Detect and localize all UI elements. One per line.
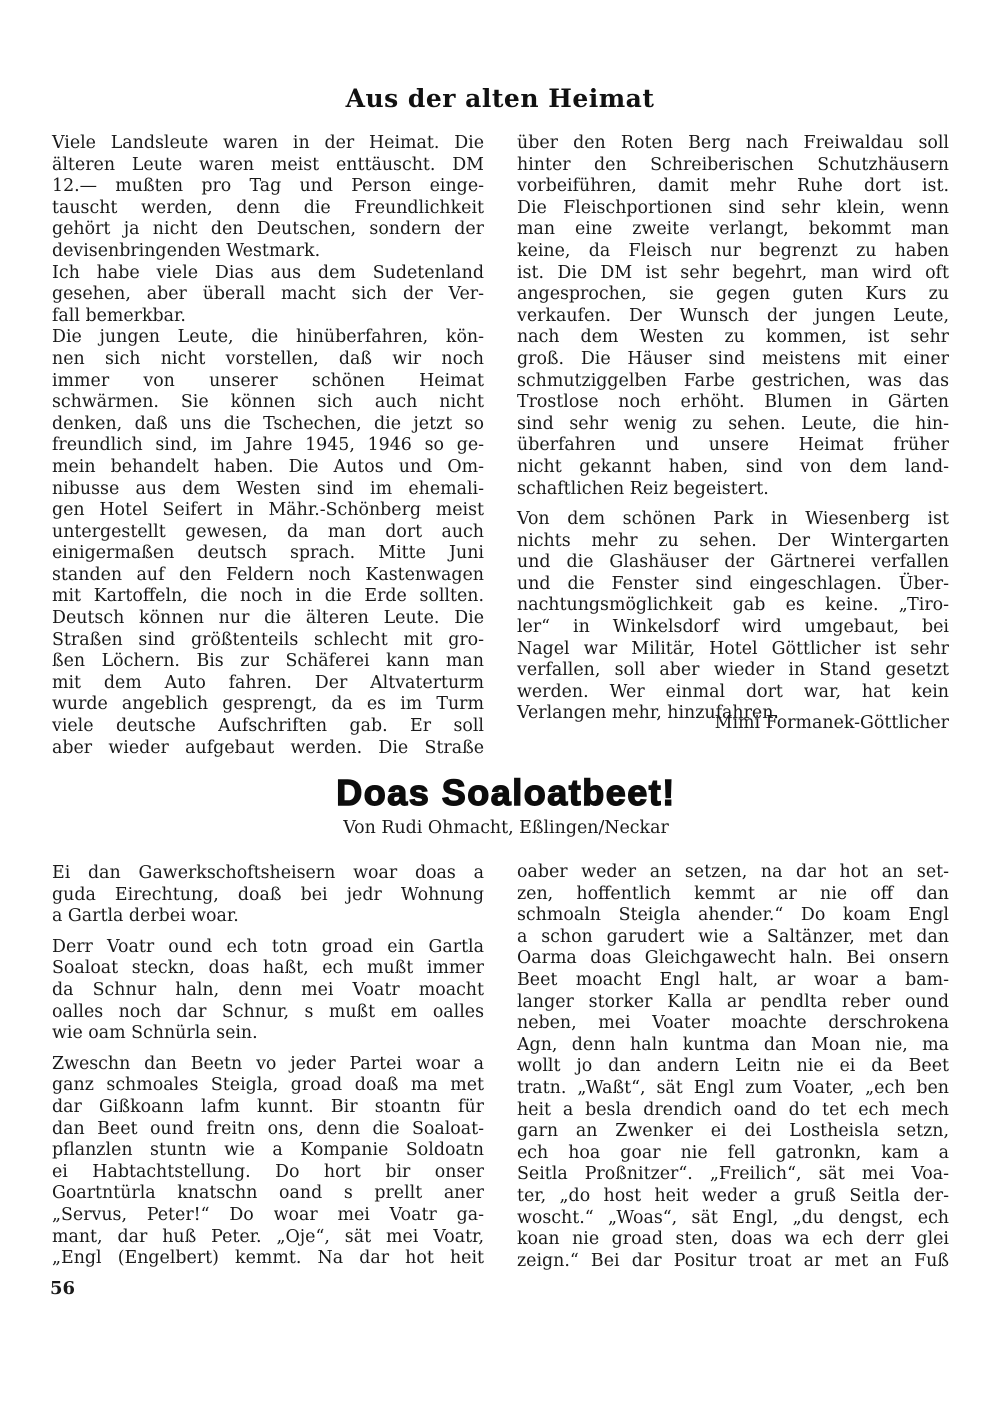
text-line: über den Roten Berg nach Freiwaldau soll [517, 133, 949, 153]
text-line: und die Fenster sind eingeschlagen. Über- [517, 573, 949, 594]
text-line: „Servus, Peter!“ Do woar mei Voatr ga- [52, 1204, 484, 1225]
text-line: freundlich sind, im Jahre 1945, 1946 so ge- [52, 435, 484, 456]
text-line: Straßen sind größtenteils schlecht mit gro- [52, 629, 484, 650]
article2-right-column [517, 862, 949, 1272]
text-line: Soaloat steckn, doas haßt, ech mußt immer [52, 958, 484, 979]
text-line: dar Gißkoann lafm kunnt. Bir stoantn für [52, 1096, 484, 1117]
text-line: mit Kartoffeln, die noch in die Erde sollten. [52, 586, 484, 607]
text-line: Verlangen mehr, hinzufahren. [517, 703, 779, 724]
text-line: Goartntürla knatschn oand s prellt aner [52, 1183, 484, 1204]
article1-signature: Mimi Formanek-Göttlicher [714, 713, 949, 733]
paragraph [52, 1054, 484, 1270]
text-line: Agn, denn haln kuntma dan Moan nie, ma [517, 1034, 949, 1055]
text-line: einigermaßen deutsch sprach. Mitte Juni [52, 543, 484, 564]
paragraph [52, 327, 484, 759]
paragraph [517, 509, 949, 725]
text-line: pflanzlen stuntn wie a Kompanie Soldoatn [52, 1140, 484, 1161]
text-line: denken, daß uns die Tschechen, die jetzt so [52, 413, 484, 434]
article1-left-column [52, 133, 484, 759]
text-line: vorbeiführen, damit mehr Ruhe dort ist. [517, 176, 949, 197]
paragraph-gap [52, 928, 484, 937]
text-line: Derr Voatr ound ech totn groad ein Gartla [52, 936, 484, 957]
text-line: werden. Wer einmal dort war, hat kein [517, 681, 949, 702]
article-title-doas-soaloatbeet: Doas Soaloatbeet! [336, 772, 676, 813]
text-line: tratn. „Waßt“, sät Engl zum Voater, „ech ben [517, 1077, 949, 1098]
text-line: standen auf den Feldern noch Kastenwagen [52, 564, 484, 585]
text-line: gehört ja nicht den Deutschen, sondern der [52, 219, 484, 240]
text-line: Trostlose noch erhöht. Blumen in Gärten [517, 392, 949, 413]
text-line: wollt jo dan andern Leitn nie ei da Beet [517, 1056, 949, 1077]
text-line: ei Habtachtstellung. Do hort bir onser [52, 1161, 484, 1182]
text-line: tauscht werden, denn die Freundlichkeit [52, 197, 484, 218]
text-line: devisenbringenden Westmark. [52, 240, 321, 261]
text-line: Zweschn dan Beetn vo jeder Partei woar a [52, 1053, 484, 1074]
paragraph [52, 263, 484, 328]
text-line: schaftlichen Reiz begeistert. [517, 478, 769, 499]
paragraph-gap [517, 500, 949, 509]
text-line: schmutziggelben Farbe gestrichen, was das [517, 370, 949, 391]
text-line: nach dem Westen zu kommen, ist sehr [517, 327, 949, 348]
text-line: Beet moacht Engl halt, ar woar a bam- [517, 969, 949, 990]
text-line: guda Eirechtung, doaß bei jedr Wohnung [52, 884, 484, 905]
paragraph [517, 862, 949, 1272]
text-line: koan nie groad sten, doas wa ech derr glei [517, 1229, 949, 1250]
text-line: älteren Leute waren meist enttäuscht. DM [52, 154, 484, 175]
text-line: neben, mei Voater moachte derschrokena [517, 1013, 949, 1034]
text-line: nachtungsmöglichkeit gab es keine. „Tiro- [517, 595, 949, 616]
text-line: mant, dar huß Peter. „Oje“, sät mei Voatr, [52, 1226, 484, 1247]
text-line: da Schnur haln, denn mei Voatr moacht [52, 979, 484, 1000]
text-line: wurde angeblich gesprengt, da es im Turm [52, 694, 484, 715]
text-line: heit a besla drendich oand do tet ech mech [517, 1099, 949, 1120]
text-line: hinter den Schreiberischen Schutzhäusern [517, 154, 949, 175]
text-line: garn an Zwenker ei dei Lostheisla setzn, [517, 1121, 949, 1142]
text-line: „Engl (Engelbert) kemmt. Na dar hot heit [52, 1248, 484, 1269]
text-line: sind sehr wenig zu sehen. Leute, die hin- [517, 413, 949, 434]
text-line: Viele Landsleute waren in der Heimat. Die [52, 133, 484, 153]
text-line: verfallen, soll aber wieder in Stand gesetzt [517, 660, 949, 681]
paragraph [52, 863, 484, 928]
text-line: schwärmen. Sie können sich auch nicht [52, 392, 484, 413]
text-line: groß. Die Häuser sind meistens mit einer [517, 348, 949, 369]
text-line: nibusse aus dem Westen sind im ehemali- [52, 478, 484, 499]
text-line: aber wieder aufgebaut werden. Die Straße [52, 737, 484, 758]
text-line: oalles noch dar Schnur, s mußt em oalles [52, 1001, 484, 1022]
paragraph-gap [52, 1045, 484, 1054]
text-line: Ich habe viele Dias aus dem Sudetenland [52, 262, 484, 283]
text-line: gen Hotel Seifert in Mähr.-Schönberg meist [52, 500, 484, 521]
text-line: mit dem Auto fahren. Der Altvaterturm [52, 672, 484, 693]
text-line: Nagel war Militär, Hotel Göttlicher ist sehr [517, 638, 949, 659]
article2-left-column [52, 863, 484, 1270]
text-line: nen sich nicht vorstellen, daß wir noch [52, 348, 484, 369]
text-line: dan Beet ound freitn ons, denn die Soaloat- [52, 1118, 484, 1139]
text-line: ler“ in Winkelsdorf wird umgebaut, bei [517, 617, 949, 638]
text-line: zeign.“ Bei dar Positur troat ar met an Fuß [517, 1250, 949, 1271]
text-line: und die Glashäuser der Gärtnerei verfallen [517, 552, 949, 573]
text-line: ßen Löchern. Bis zur Schäferei kann man [52, 651, 484, 672]
text-line: nichts mehr zu sehen. Der Wintergarten [517, 530, 949, 551]
text-line: woscht.“ „Woas“, sät Engl, „du dengst, ech [517, 1207, 949, 1228]
text-line: nicht gekannt haben, sind von dem land- [517, 456, 949, 477]
text-line: schmoaln Steigla ahender.“ Do koam Engl [517, 905, 949, 926]
paragraph [52, 937, 484, 1045]
text-line: Deutsch können nur die älteren Leute. Die [52, 608, 484, 629]
article1-right-column [517, 133, 949, 725]
text-line: viele deutsche Aufschriften gab. Er soll [52, 716, 484, 737]
paragraph [52, 133, 484, 263]
page-number: 56 [50, 1278, 76, 1299]
text-line: ech hoa goar nie fell gatronkn, kam a [517, 1142, 949, 1163]
text-line: 12.— mußten pro Tag und Person einge- [52, 176, 484, 197]
text-line: wie oam Schnürla sein. [52, 1023, 258, 1044]
paragraph [517, 133, 949, 500]
text-line: überfahren und unsere Heimat früher [517, 435, 949, 456]
text-line: keine, da Fleisch nur begrenzt zu haben [517, 240, 949, 261]
text-line: zen, hoffentlich kemmt ar nie off dan [517, 883, 949, 904]
article-title-aus-der-alten-heimat: Aus der alten Heimat [345, 84, 655, 113]
text-line: man eine zweite verlangt, bekommt man [517, 219, 949, 240]
text-line: Von dem schönen Park in Wiesenberg ist [517, 509, 949, 530]
text-line: fall bemerkbar. [52, 305, 186, 326]
text-line: a Gartla derbei woar. [52, 906, 239, 927]
text-line: Die Fleischportionen sind sehr klein, wenn [517, 197, 949, 218]
text-line: a schon garudert wie a Saltänzer, met dan [517, 926, 949, 947]
text-line: immer von unserer schönen Heimat [52, 370, 484, 391]
text-line: angesprochen, sie gegen guten Kurs zu [517, 284, 949, 305]
text-line: mein behandelt haben. Die Autos und Om- [52, 456, 484, 477]
text-line: gesehen, aber überall macht sich der Ver- [52, 284, 484, 305]
text-line: oaber weder an setzen, na dar hot an set- [517, 862, 949, 882]
text-line: untergestellt gewesen, da man dort auch [52, 521, 484, 542]
text-line: verkaufen. Der Wunsch der jungen Leute, [517, 305, 949, 326]
text-line: Ei dan Gawerkschoftsheisern woar doas a [52, 863, 484, 883]
text-line: ist. Die DM ist sehr begehrt, man wird oft [517, 262, 949, 283]
text-line: langer storker Kalla ar pendlta reber ound [517, 991, 949, 1012]
text-line: Oarma doas Gleichgawecht haln. Bei onsern [517, 948, 949, 969]
article2-byline: Von Rudi Ohmacht, Eßlingen/Neckar [343, 818, 669, 838]
text-line: ter, „do host heit weder a gruß Seitla der- [517, 1185, 949, 1206]
text-line: ganz schmoales Steigla, groad doaß ma met [52, 1075, 484, 1096]
text-line: Seitla Proßnitzer“. „Freilich“, sät mei Voa- [517, 1164, 949, 1185]
text-line: Die jungen Leute, die hinüberfahren, kön- [52, 327, 484, 348]
